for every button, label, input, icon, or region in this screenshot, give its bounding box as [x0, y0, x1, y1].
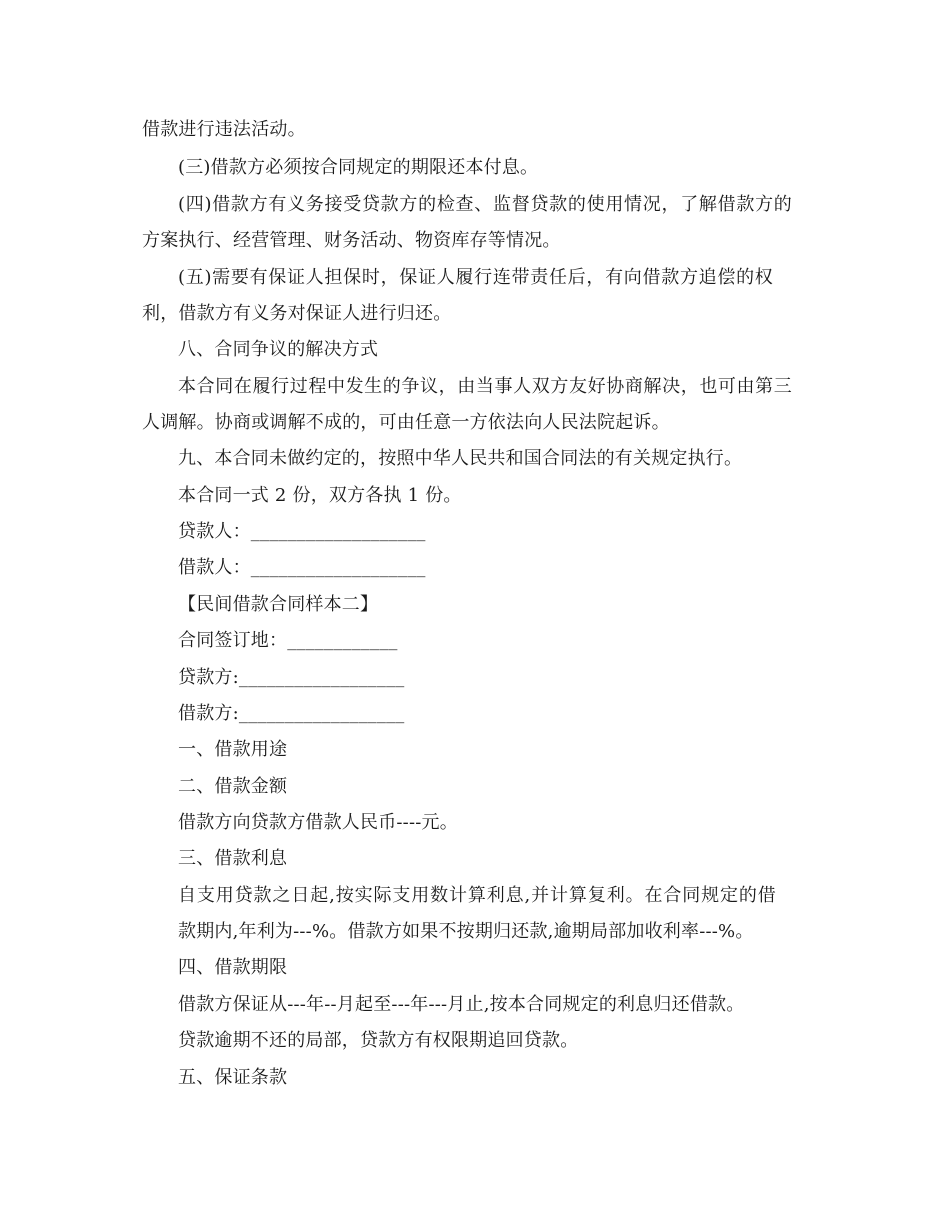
- section-heading: 一、借款用途: [178, 739, 288, 760]
- text-line: 借款方保证从---年--月起至---年---月止,按本合同规定的利息归还借款。: [178, 994, 745, 1015]
- sample-title: 【民间借款合同样本二】: [178, 594, 379, 615]
- signing-place-line: 合同签订地：____________: [178, 630, 398, 651]
- section-heading: 二、借款金额: [178, 776, 288, 797]
- section-heading: 四、借款期限: [178, 957, 288, 978]
- section-heading: 九、本合同未做约定的，按照中华人民共和国合同法的有关规定执行。: [178, 448, 743, 469]
- section-heading: 八、合同争议的解决方式: [178, 339, 379, 360]
- text-line: 利，借款方有义务对保证人进行归还。: [142, 303, 452, 324]
- borrower-line: 借款方:__________________: [178, 703, 405, 724]
- text-line: 款期内,年利为---%。借款方如果不按期归还款,逾期局部加收利率---%。: [178, 921, 754, 942]
- text-line: (四)借款方有义务接受贷款方的检查、监督贷款的使用情况，了解借款方的: [178, 194, 792, 215]
- text-line: 人调解。协商或调解不成的，可由任意一方依法向人民法院起诉。: [142, 412, 670, 433]
- lender-line: 贷款方:__________________: [178, 667, 405, 688]
- text-line: 借款进行违法活动。: [142, 119, 306, 140]
- text-line: (三)借款方必须按合同规定的期限还本付息。: [178, 157, 539, 178]
- text-line: 贷款逾期不还的局部，贷款方有权限期追回贷款。: [178, 1030, 579, 1051]
- text-line: 方案执行、经营管理、财务活动、物资库存等情况。: [142, 230, 561, 251]
- text-line: 本合同在履行过程中发生的争议，由当事人双方友好协商解决，也可由第三: [178, 376, 792, 397]
- section-heading: 三、借款利息: [178, 848, 288, 869]
- section-heading: 五、保证条款: [178, 1067, 288, 1088]
- text-line: 本合同一式 2 份，双方各执 1 份。: [178, 485, 462, 506]
- borrower-signature-line: 借款人：___________________: [178, 557, 426, 578]
- text-line: 借款方向贷款方借款人民币----元。: [178, 812, 458, 833]
- lender-signature-line: 贷款人：___________________: [178, 521, 426, 542]
- text-line: (五)需要有保证人担保时，保证人履行连带责任后，有向借款方追偿的权: [178, 267, 773, 288]
- text-line: 自支用贷款之日起,按实际支用数计算利息,并计算复利。在合同规定的借: [178, 885, 776, 906]
